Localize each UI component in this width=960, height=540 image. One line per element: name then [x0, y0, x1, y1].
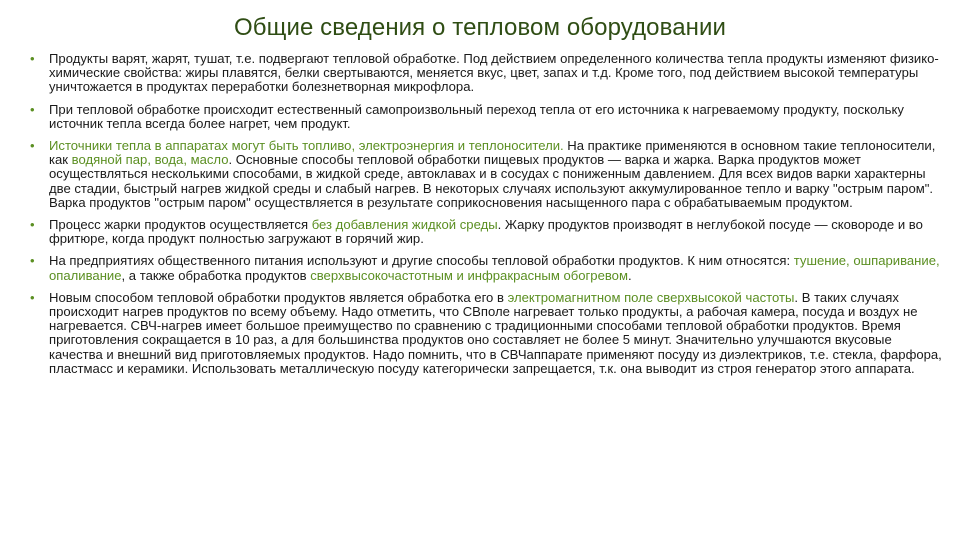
bullet-icon: •: [30, 138, 35, 154]
bullet-icon: •: [30, 51, 35, 66]
highlighted-text: тушение, ошпаривание, опаливание: [49, 253, 940, 283]
body-text: . Основные способы тепловой обработки пищевых продуктов — варка и жарка. Варка продуктов может осуществляться несколькими способами, в жидкой среде, автоклавах и в сосудах с пониженным давлением. Для всех видов варки характерны две стадии, быстрый нагрев жидкой среды и слабый нагрев. В некоторых случаях используют аккумулированное тепло и варку "острым паром". Варка продуктов "острым паром" осуществляется в результате соприкосновения насыщенного пара с обрабатываемым продуктом.: [49, 152, 934, 210]
highlighted-text: водяной пар, вода, масло: [71, 152, 229, 168]
bullet-item: [30, 139, 942, 210]
bullet-icon: •: [30, 253, 35, 269]
body-text: Новым способом тепловой обработки продуктов является обработка его в: [49, 289, 508, 305]
bullet-list: [30, 52, 942, 384]
body-text: На предприятиях общественного питания используют и другие способы тепловой обработки продуктов. К ним относятся:: [49, 253, 794, 269]
body-text: . Жарку продуктов производят в неглубокой посуде — сковороде и во фритюре, когда продукт полностью загружают в горячий жир.: [49, 217, 923, 247]
bullet-icon: •: [30, 289, 35, 305]
bullet-icon: •: [30, 217, 35, 233]
bullet-item: [30, 103, 942, 131]
highlighted-text: без добавления жидкой среды: [311, 217, 498, 233]
bullet-icon: •: [30, 101, 35, 117]
bullet-item: [30, 52, 942, 95]
body-text: На практике применяются в основном такие теплоносители, как: [49, 138, 936, 168]
body-text: Продукты варят, жарят, тушат, т.е. подвергают тепловой обработке. Под действием определенного количества тепла продукты изменяют физико-химические свойства: жиры плавятся, белки свертываются, меняется вкус, цвет, запах и т.д. Кроме того, под действием высокой температуры уничтожается в продуктах переработки болезнетворная микрофлора.: [49, 51, 939, 95]
body-text: . В таких случаях происходит нагрев продуктов по всему объему. Надо отметить, что СВполе нагревает только продукты, а рабочая камера, посуда и воздух не нагревается. СВЧ-нагрев имеет большое преимущество по сравнению с традиционными способами тепловой обработки продуктов. Время приготовления сокращается в 10 раз, а для большинства продуктов оно составляет не более 5 минут. Значительно улучшаются вкусовые качества и внешний вид приготовляемых продуктов. Надо помнить, что в СВЧаппарате применяют посуду из диэлектриков, т.е. стекла, фарфора, пластмасс и керамики. Использовать металлическую посуду категорически запрещается, т.к. она выводит из строя генератор этого аппарата.: [49, 289, 942, 376]
body-text: Процесс жарки продуктов осуществляется: [49, 217, 312, 233]
body-text: , а также обработка продуктов: [121, 267, 311, 283]
bullet-item: [30, 218, 942, 246]
body-text: При тепловой обработке происходит естественный самопроизвольный переход тепла от его источника к нагреваемому продукту, поскольку источник тепла всегда более нагрет, чем продукт.: [49, 101, 904, 131]
highlighted-text: электромагнитном поле сверхвысокой частоты: [507, 289, 795, 305]
bullet-item: [30, 291, 942, 376]
highlighted-text: Источники тепла в аппаратах могут быть топливо, электроэнергия и теплоносители.: [49, 138, 564, 154]
body-text: .: [627, 267, 632, 283]
bullet-item: [30, 254, 942, 282]
slide-title: Общие сведения о тепловом оборудовании: [233, 14, 727, 41]
highlighted-text: сверхвысокочастотным и инфракрасным обогревом: [310, 267, 628, 283]
